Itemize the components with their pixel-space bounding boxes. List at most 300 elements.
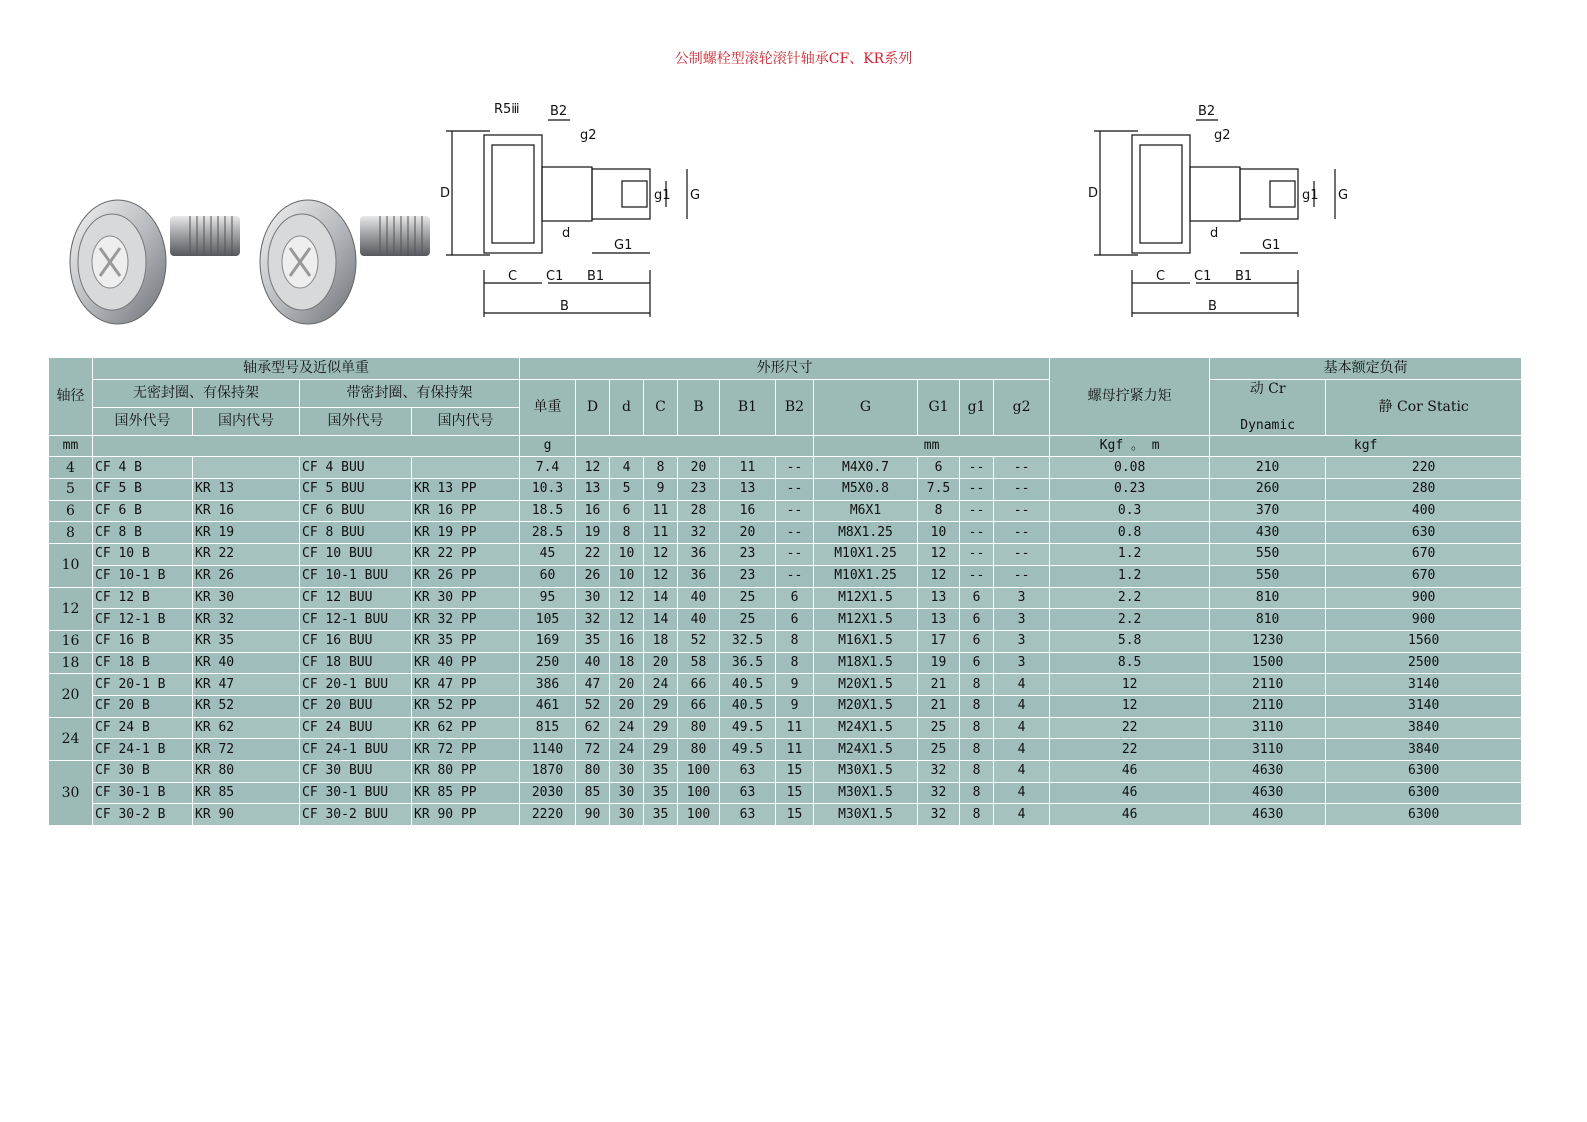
cell-B: 100 [678, 782, 720, 804]
table-row [49, 695, 1522, 717]
cell-krs: KR 32 PP [412, 609, 520, 631]
cell-g2: -- [994, 522, 1050, 544]
cell-B1: 11 [720, 457, 776, 479]
cell-g1: 8 [960, 717, 994, 739]
table-row [49, 500, 1522, 522]
header-model-group: 轴承型号及近似单重 [93, 358, 520, 380]
cell-shaft-dia: 20 [49, 674, 93, 717]
cell-D: 85 [576, 782, 610, 804]
cell-B1: 23 [720, 544, 776, 566]
cell-t: 22 [1050, 717, 1210, 739]
cell-G: M30X1.5 [814, 782, 918, 804]
cell-krs [412, 457, 520, 479]
cell-krs: KR 35 PP [412, 630, 520, 652]
empty-cell [576, 435, 814, 457]
header-dynamic [1210, 379, 1326, 435]
cell-shaft-dia: 5 [49, 479, 93, 501]
table-row [49, 717, 1522, 739]
cell-d: 8 [610, 522, 644, 544]
cell-kr: KR 80 [193, 761, 300, 783]
header-shaft-dia: 轴径 [49, 358, 93, 436]
cell-g1: 6 [960, 587, 994, 609]
cell-g1: 6 [960, 630, 994, 652]
cell-d: 5 [610, 479, 644, 501]
cell-D: 13 [576, 479, 610, 501]
unit-mm-left: mm [49, 435, 93, 457]
cell-cor: 6300 [1326, 782, 1522, 804]
cell-krs: KR 40 PP [412, 652, 520, 674]
cell-t: 1.2 [1050, 544, 1210, 566]
cell-g2: 3 [994, 652, 1050, 674]
cell-cr: 2110 [1210, 674, 1326, 696]
cell-cr: 1230 [1210, 630, 1326, 652]
cell-cr: 3110 [1210, 739, 1326, 761]
table-row [49, 630, 1522, 652]
cell-B: 52 [678, 630, 720, 652]
cell-C: 18 [644, 630, 678, 652]
cell-kr: KR 72 [193, 739, 300, 761]
cell-w: 461 [520, 695, 576, 717]
table-row [49, 609, 1522, 631]
cell-kr: KR 30 [193, 587, 300, 609]
cell-kr: KR 35 [193, 630, 300, 652]
cell-cfs: CF 12 BUU [300, 587, 412, 609]
cell-d: 12 [610, 609, 644, 631]
cell-g1: 8 [960, 674, 994, 696]
cell-cf: CF 4 B [93, 457, 193, 479]
cell-cr: 550 [1210, 544, 1326, 566]
cell-G1: 32 [918, 761, 960, 783]
cell-B: 66 [678, 674, 720, 696]
spec-table [48, 357, 1522, 826]
cell-g2: 4 [994, 761, 1050, 783]
cell-C: 29 [644, 695, 678, 717]
cell-B2: 8 [776, 630, 814, 652]
cell-G: M8X1.25 [814, 522, 918, 544]
unit-kgfm: Kgf 。 m [1050, 435, 1210, 457]
cell-g1: 6 [960, 609, 994, 631]
cell-g2: -- [994, 479, 1050, 501]
header-static: 静 Cor Static [1326, 379, 1522, 435]
cell-w: 28.5 [520, 522, 576, 544]
cell-d: 10 [610, 565, 644, 587]
unit-kgf: kgf [1210, 435, 1522, 457]
cell-cor: 3140 [1326, 674, 1522, 696]
cell-B: 36 [678, 565, 720, 587]
cell-G: M5X0.8 [814, 479, 918, 501]
cell-w: 2030 [520, 782, 576, 804]
label-g1-length: G1 [614, 238, 633, 253]
cell-G1: 32 [918, 782, 960, 804]
cell-kr: KR 85 [193, 782, 300, 804]
cell-g1: 8 [960, 739, 994, 761]
cell-cor: 3840 [1326, 739, 1522, 761]
label-b2: B2 [550, 104, 568, 119]
label-small-d: d [1210, 226, 1219, 241]
cell-G: M12X1.5 [814, 609, 918, 631]
cell-w: 2220 [520, 804, 576, 826]
spec-body [49, 457, 1522, 826]
cell-g1: 8 [960, 782, 994, 804]
cell-d: 30 [610, 761, 644, 783]
cell-cfs: CF 10-1 BUU [300, 565, 412, 587]
cell-g2: 4 [994, 717, 1050, 739]
cell-krs: KR 62 PP [412, 717, 520, 739]
label-g2: g2 [1214, 128, 1231, 143]
cell-w: 7.4 [520, 457, 576, 479]
cell-cf: CF 20-1 B [93, 674, 193, 696]
cell-w: 815 [520, 717, 576, 739]
cell-kr: KR 16 [193, 500, 300, 522]
header-B2: B2 [776, 379, 814, 435]
cell-shaft-dia: 10 [49, 544, 93, 587]
cell-t: 46 [1050, 761, 1210, 783]
label-big-d: D [1088, 186, 1099, 201]
cell-D: 32 [576, 609, 610, 631]
cell-B2: 11 [776, 739, 814, 761]
cell-cr: 260 [1210, 479, 1326, 501]
cell-D: 12 [576, 457, 610, 479]
cell-B2: -- [776, 544, 814, 566]
cell-cfs: CF 5 BUU [300, 479, 412, 501]
cell-C: 29 [644, 739, 678, 761]
label-g1: g1 [1302, 188, 1319, 203]
cell-B: 80 [678, 717, 720, 739]
cell-cf: CF 30-1 B [93, 782, 193, 804]
header-no-seal: 无密封圈、有保持架 [93, 379, 300, 407]
cell-d: 24 [610, 717, 644, 739]
cell-cfs: CF 24 BUU [300, 717, 412, 739]
page-title: 公制螺栓型滚轮滚针轴承CF、KR系列 [674, 51, 913, 67]
table-row [49, 479, 1522, 501]
cell-B2: 9 [776, 695, 814, 717]
cell-B: 28 [678, 500, 720, 522]
cell-cfs: CF 10 BUU [300, 544, 412, 566]
label-b2: B2 [1198, 104, 1216, 119]
cell-d: 18 [610, 652, 644, 674]
cell-B2: 15 [776, 782, 814, 804]
cell-B1: 40.5 [720, 674, 776, 696]
cell-cfs: CF 20-1 BUU [300, 674, 412, 696]
cell-cf: CF 30 B [93, 761, 193, 783]
cell-D: 52 [576, 695, 610, 717]
cell-cr: 370 [1210, 500, 1326, 522]
cell-B1: 25 [720, 587, 776, 609]
cell-krs: KR 19 PP [412, 522, 520, 544]
cell-B1: 63 [720, 804, 776, 826]
cell-cr: 4630 [1210, 804, 1326, 826]
cell-cor: 670 [1326, 544, 1522, 566]
cell-G1: 12 [918, 565, 960, 587]
cell-G1: 6 [918, 457, 960, 479]
cell-G1: 13 [918, 609, 960, 631]
cell-D: 62 [576, 717, 610, 739]
cell-G1: 21 [918, 695, 960, 717]
cell-krs: KR 47 PP [412, 674, 520, 696]
cell-shaft-dia: 16 [49, 630, 93, 652]
cell-t: 2.2 [1050, 609, 1210, 631]
cell-g1: 8 [960, 695, 994, 717]
cell-kr: KR 52 [193, 695, 300, 717]
cell-B2: 15 [776, 804, 814, 826]
cell-cf: CF 24 B [93, 717, 193, 739]
cell-g1: 6 [960, 652, 994, 674]
cell-krs: KR 16 PP [412, 500, 520, 522]
cell-cfs: CF 30 BUU [300, 761, 412, 783]
cell-B2: -- [776, 479, 814, 501]
cell-g2: 4 [994, 674, 1050, 696]
cell-w: 45 [520, 544, 576, 566]
cell-cf: CF 30-2 B [93, 804, 193, 826]
table-row [49, 782, 1522, 804]
cell-cor: 280 [1326, 479, 1522, 501]
cell-G1: 13 [918, 587, 960, 609]
header-B: B [678, 379, 720, 435]
cell-krs: KR 90 PP [412, 804, 520, 826]
cell-B: 66 [678, 695, 720, 717]
table-row [49, 544, 1522, 566]
cell-t: 0.23 [1050, 479, 1210, 501]
cell-D: 30 [576, 587, 610, 609]
cell-cf: CF 10 B [93, 544, 193, 566]
cell-C: 24 [644, 674, 678, 696]
cell-C: 12 [644, 544, 678, 566]
cell-cf: CF 12 B [93, 587, 193, 609]
cell-C: 11 [644, 522, 678, 544]
cell-kr: KR 40 [193, 652, 300, 674]
cell-B1: 40.5 [720, 695, 776, 717]
cell-B1: 36.5 [720, 652, 776, 674]
cell-B: 32 [678, 522, 720, 544]
cell-g1: -- [960, 565, 994, 587]
label-big-d: D [440, 186, 451, 201]
technical-drawing-sealed [432, 95, 722, 330]
cell-cfs: CF 20 BUU [300, 695, 412, 717]
cell-kr: KR 22 [193, 544, 300, 566]
cell-G1: 21 [918, 674, 960, 696]
cell-g2: 3 [994, 609, 1050, 631]
cell-D: 35 [576, 630, 610, 652]
cell-cr: 210 [1210, 457, 1326, 479]
cell-G1: 25 [918, 717, 960, 739]
cell-kr: KR 26 [193, 565, 300, 587]
cell-cfs: CF 12-1 BUU [300, 609, 412, 631]
cell-B1: 16 [720, 500, 776, 522]
cell-g1: -- [960, 544, 994, 566]
cell-krs: KR 26 PP [412, 565, 520, 587]
header-domestic-code-1: 国内代号 [193, 407, 300, 435]
cell-d: 4 [610, 457, 644, 479]
cell-t: 46 [1050, 804, 1210, 826]
cell-B2: 6 [776, 609, 814, 631]
header-g1: g1 [960, 379, 994, 435]
cell-B1: 20 [720, 522, 776, 544]
cell-g1: 8 [960, 761, 994, 783]
cell-g2: 3 [994, 587, 1050, 609]
cell-B2: -- [776, 565, 814, 587]
cell-d: 20 [610, 695, 644, 717]
cell-shaft-dia: 30 [49, 761, 93, 826]
cell-G: M12X1.5 [814, 587, 918, 609]
table-row [49, 804, 1522, 826]
unit-mm: mm [814, 435, 1050, 457]
cell-G: M30X1.5 [814, 804, 918, 826]
cell-cr: 550 [1210, 565, 1326, 587]
cell-B: 40 [678, 587, 720, 609]
cell-D: 16 [576, 500, 610, 522]
cell-cor: 670 [1326, 565, 1522, 587]
cell-B2: 15 [776, 761, 814, 783]
cell-C: 20 [644, 652, 678, 674]
cell-d: 6 [610, 500, 644, 522]
cell-cor: 400 [1326, 500, 1522, 522]
table-row [49, 761, 1522, 783]
cell-kr: KR 90 [193, 804, 300, 826]
cell-B1: 13 [720, 479, 776, 501]
label-g1: g1 [654, 188, 671, 203]
cell-cf: CF 24-1 B [93, 739, 193, 761]
cell-B1: 32.5 [720, 630, 776, 652]
cell-cor: 3840 [1326, 717, 1522, 739]
cell-C: 35 [644, 782, 678, 804]
header-weight: 单重 [520, 379, 576, 435]
cell-w: 18.5 [520, 500, 576, 522]
cell-krs: KR 30 PP [412, 587, 520, 609]
cell-t: 8.5 [1050, 652, 1210, 674]
cell-d: 30 [610, 804, 644, 826]
cell-G: M18X1.5 [814, 652, 918, 674]
cell-B1: 63 [720, 782, 776, 804]
cell-krs: KR 52 PP [412, 695, 520, 717]
cell-w: 10.3 [520, 479, 576, 501]
header-G1: G1 [918, 379, 960, 435]
table-row [49, 457, 1522, 479]
cell-krs: KR 85 PP [412, 782, 520, 804]
cell-kr: KR 62 [193, 717, 300, 739]
cell-t: 0.3 [1050, 500, 1210, 522]
cell-d: 10 [610, 544, 644, 566]
cell-cor: 3140 [1326, 695, 1522, 717]
cell-d: 30 [610, 782, 644, 804]
header-g2: g2 [994, 379, 1050, 435]
cell-cor: 900 [1326, 587, 1522, 609]
cell-cfs: CF 30-1 BUU [300, 782, 412, 804]
cell-cr: 430 [1210, 522, 1326, 544]
cell-t: 1.2 [1050, 565, 1210, 587]
cell-kr: KR 13 [193, 479, 300, 501]
cell-G: M20X1.5 [814, 674, 918, 696]
label-b1: B1 [1235, 269, 1253, 284]
cell-cfs: CF 18 BUU [300, 652, 412, 674]
cell-G1: 17 [918, 630, 960, 652]
cell-cr: 4630 [1210, 782, 1326, 804]
cell-B: 80 [678, 739, 720, 761]
cell-w: 1870 [520, 761, 576, 783]
cell-cor: 2500 [1326, 652, 1522, 674]
cell-kr: KR 32 [193, 609, 300, 631]
cell-w: 1140 [520, 739, 576, 761]
header-domestic-code-2: 国内代号 [412, 407, 520, 435]
cell-cr: 1500 [1210, 652, 1326, 674]
cell-G: M24X1.5 [814, 717, 918, 739]
label-b: B [560, 299, 569, 314]
cell-d: 24 [610, 739, 644, 761]
cell-shaft-dia: 4 [49, 457, 93, 479]
cell-shaft-dia: 24 [49, 717, 93, 760]
cell-C: 8 [644, 457, 678, 479]
cell-B1: 25 [720, 609, 776, 631]
cell-cf: CF 8 B [93, 522, 193, 544]
cell-cf: CF 16 B [93, 630, 193, 652]
cell-C: 29 [644, 717, 678, 739]
header-dynamic-cn: 动 Cr [1249, 380, 1286, 397]
cell-B: 100 [678, 804, 720, 826]
cell-B1: 63 [720, 761, 776, 783]
cell-cr: 2110 [1210, 695, 1326, 717]
table-row [49, 652, 1522, 674]
cell-shaft-dia: 8 [49, 522, 93, 544]
cell-G: M16X1.5 [814, 630, 918, 652]
cell-kr [193, 457, 300, 479]
cell-D: 47 [576, 674, 610, 696]
cell-t: 0.08 [1050, 457, 1210, 479]
cell-d: 20 [610, 674, 644, 696]
cell-D: 26 [576, 565, 610, 587]
cell-g2: 4 [994, 695, 1050, 717]
cell-B: 20 [678, 457, 720, 479]
cell-cor: 630 [1326, 522, 1522, 544]
cell-cfs: CF 30-2 BUU [300, 804, 412, 826]
bearing-photo [60, 178, 440, 338]
cell-cfs: CF 16 BUU [300, 630, 412, 652]
cell-G: M30X1.5 [814, 761, 918, 783]
cell-cor: 220 [1326, 457, 1522, 479]
cell-cr: 810 [1210, 609, 1326, 631]
header-d: d [610, 379, 644, 435]
empty-cell [93, 435, 520, 457]
cell-cor: 900 [1326, 609, 1522, 631]
cell-C: 14 [644, 587, 678, 609]
cell-G1: 10 [918, 522, 960, 544]
cell-kr: KR 47 [193, 674, 300, 696]
cell-C: 14 [644, 609, 678, 631]
cell-g1: -- [960, 479, 994, 501]
cell-D: 40 [576, 652, 610, 674]
cell-krs: KR 22 PP [412, 544, 520, 566]
table-row [49, 565, 1522, 587]
label-small-d: d [562, 226, 571, 241]
cell-G: M4X0.7 [814, 457, 918, 479]
header-G: G [814, 379, 918, 435]
cell-g2: -- [994, 457, 1050, 479]
cell-B: 40 [678, 609, 720, 631]
cell-g1: -- [960, 457, 994, 479]
cell-C: 35 [644, 761, 678, 783]
cell-B2: 8 [776, 652, 814, 674]
cell-t: 12 [1050, 674, 1210, 696]
table-row [49, 522, 1522, 544]
cell-w: 386 [520, 674, 576, 696]
cell-w: 250 [520, 652, 576, 674]
header-B1: B1 [720, 379, 776, 435]
cell-shaft-dia: 6 [49, 500, 93, 522]
cell-B2: -- [776, 457, 814, 479]
header-torque: 螺母拧紧力矩 [1050, 358, 1210, 436]
cell-G: M10X1.25 [814, 565, 918, 587]
cell-cfs: CF 6 BUU [300, 500, 412, 522]
cell-w: 169 [520, 630, 576, 652]
cell-B2: 11 [776, 717, 814, 739]
